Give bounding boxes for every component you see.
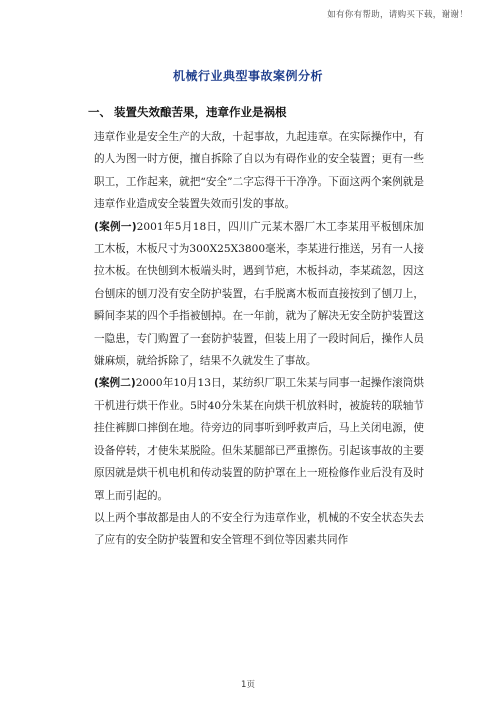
- case-2-label: (案例二): [94, 377, 136, 390]
- document-title: 机械行业典型事故案例分析: [172, 69, 323, 83]
- section-number: 一、: [88, 105, 111, 119]
- paragraph-case-2: [94, 372, 424, 506]
- paragraph-summary: 以上两个事故都是由人的不安全行为违章作业，机械的不安全状态失去了应有的安全防护装置和安全管理不到位等因素共同作: [94, 511, 424, 547]
- paragraph-intro: 违章作业是安全生产的大敌，十起事故，九起违章。在实际操作中，有的人为图一时方便，擅自拆除了自以为有碍作业的安全装置；更有一些职工，工作起来，就把“安全”二字忘得干干净净。下面这两个案例就是违章作业造成安全装置失效而引发的事故。: [94, 131, 424, 211]
- section-heading: [88, 104, 287, 120]
- case-1-label: (案例一): [94, 220, 137, 233]
- page-number: 1页: [241, 680, 255, 690]
- case-1-text: 2001年5月18日，四川广元某木器厂木工李某用平板刨床加工木板，木板尺寸为300X25X3800毫米，李某进行推送，另有一人接拉木板。在快刨到木板端头时，遇到节疤，木板抖动，李某疏忽，因这台刨床的刨刀没有安全防护装置，右手脱离木板而直接按到了刨刀上，瞬间李某的四个手指被刨掉。在一年前，就为了解决无安全防护装置这一隐患，专门购置了一套防护装置，但装上用了一段时间后，操作人员嫌麻烦，就给拆除了，结果不久就发生了事故。: [94, 220, 424, 368]
- case-2-text: 2000年10月13日，某纺织厂职工朱某与同事一起操作滚筒烘干机进行烘干作业。5时40分朱某在向烘干机放料时，被旋转的联轴节挂住裤脚口摔倒在地。待旁边的同事听到呼救声后，马上关闭电源，使设备停转，才使朱某脱险。但朱某腿部已严重擦伤。引起该事故的主要原因就是烘干机电机和传动装置的防护罩在上一班检修作业后没有及时罩上而引起的。: [94, 377, 424, 502]
- header-note: 如有你有帮助，请购买下载，谢谢！: [327, 10, 468, 20]
- section-heading-text: 装置失效酿苦果，违章作业是祸根: [114, 105, 287, 119]
- body-text: [94, 126, 424, 552]
- paragraph-case-1: [94, 216, 424, 373]
